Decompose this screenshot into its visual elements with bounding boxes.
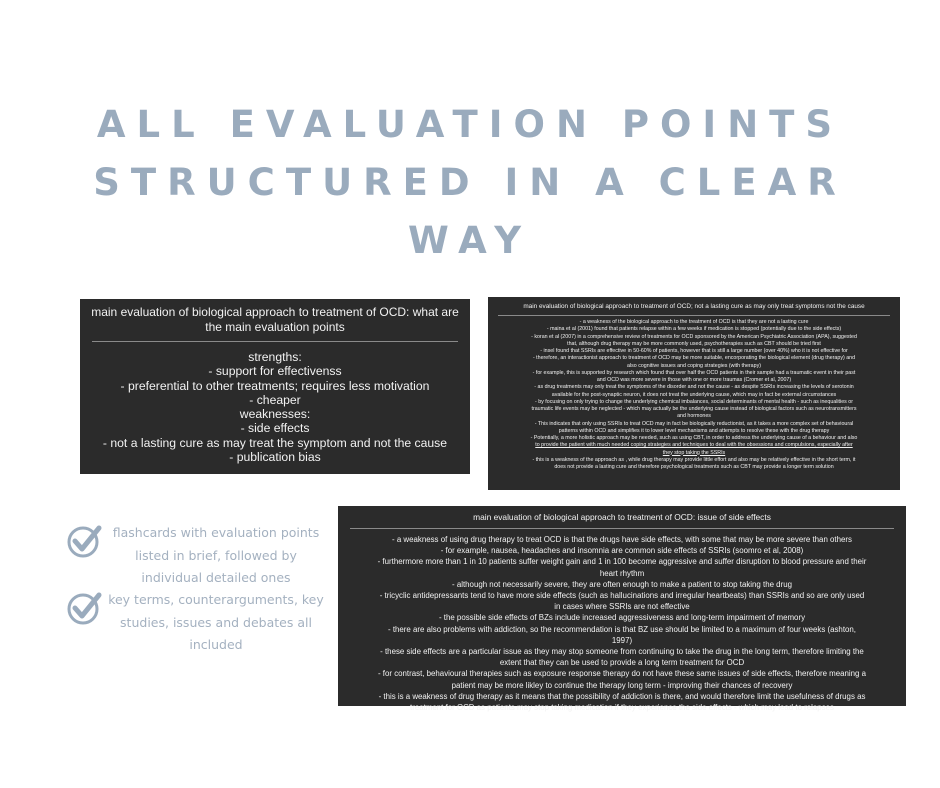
check-icon [66, 589, 104, 627]
flashcard-line: - publication bias [229, 450, 321, 465]
flashcard-line: heart rhythm [599, 568, 645, 578]
headline-line: WAY [407, 219, 533, 262]
flashcard-line: does not provide a lasting cure and therefore psychological treatments such as CBT may provide a longer term solution [554, 464, 834, 470]
flashcard-evaluation-points [80, 299, 470, 474]
flashcard-line: - as drug treatments may only treat the symptoms of the disorder and not the cause - as despite SSRIs increasing the levels of serotonin [534, 384, 854, 391]
flashcard-line: - for contrast, behavioural therapies such as exposure response therapy do not have these same issues of side effects, therefore meaning a [377, 669, 867, 679]
headline [40, 96, 900, 270]
flashcard-line: - the possible side effects of BZs include increased aggressiveness and long-term impairment of memory [438, 613, 806, 623]
feature-text-line: included [189, 637, 243, 652]
flashcard-line: - although not necessarily severe, they are often enough to make a patient to stop taking the drug [452, 579, 792, 589]
flashcard-line: - Potentially, a more holistic approach may be needed, such as using CBT, in order to address the underlying cause of a behaviour and also [530, 435, 858, 441]
flashcard-line: - for example, nausea, headaches and insomnia are common side effects of SSRIs (soomro et al, 2008) [440, 546, 804, 556]
flashcard-line: extent that they can be used to provide a long term treatment for OCD [499, 658, 745, 668]
flashcard-line: - side effects [240, 421, 310, 436]
flashcard-line: and hormones [677, 413, 711, 420]
flashcard-line: also cognitive issues and coping strategies (with therapy) [627, 362, 761, 369]
flashcard-line: - tricyclic antidepressants tend to have more side effects (such as hallucinations and irregular heartbeats) than SSRIs and so are only used [379, 591, 865, 601]
feature-text [104, 522, 328, 590]
flashcard-line: - a weakness of using drug therapy to treat OCD is that the drugs have side effects, with some that may be more severe than others [392, 535, 852, 544]
flashcard-line: patient may be more likley to continue the therapy long term - improving their chances of recovery [451, 680, 793, 690]
flashcard-line: - a weakness of the biological approach to the treatment of OCD is that they are not a lasting cure [579, 319, 809, 325]
headline-line: ALL EVALUATION POINTS [96, 103, 844, 146]
flashcard-line: - not a lasting cure as may treat the symptom and not the cause [102, 435, 448, 450]
flashcard-line: they stop taking the SSRIs [662, 449, 726, 456]
flashcard-line: available for the post-synaptic neuron, it does not treat the underlying cause, which may in fact be external circumstances [551, 391, 837, 398]
flashcard-line: - there are also problems with addiction, so the recommendation is that BZ use should be limited to a maximum of four weeks (ashton, [388, 624, 856, 634]
flashcard-line: in cases where SSRIs are not effective [554, 602, 690, 612]
check-icon [66, 522, 104, 560]
feature-text-line: flashcards with evaluation points [112, 525, 320, 540]
flashcard-line: weaknesses: [239, 407, 311, 422]
flashcard-divider [498, 315, 890, 316]
flashcard-line: - furthermore more than 1 in 10 patients suffer weight gain and 1 in 100 become aggressive and suffer disruption to blood pressure and their [377, 557, 867, 567]
flashcard-line: traumatic life events may be neglected - which may actually be the underlying cause instead of biological factors such as neurotransmitters [531, 406, 857, 412]
feature-text-line: listed in brief, followed by [135, 547, 297, 563]
flashcard-line: - maina et al (2001) found that patients relapse within a few weeks if medication is stopped (potentially due to the side effects) [546, 326, 842, 333]
feature-text-line: studies, issues and debates all [120, 614, 312, 630]
flashcard-line: treatment for OCD as patients may stop taking medication if they experience the side effects - which may lead to relapses [410, 703, 834, 713]
flashcard-title: main evaluation of biological approach to treatment of OCD; not a lasting cure as may only treat symptoms not the cause [523, 303, 865, 310]
flashcard-side-effects [338, 506, 906, 713]
flashcard-line: - insel found that SSRIs are effective in 50-60% of patients, however that is still a large number (over 40%) who it is not effective for [540, 348, 848, 354]
flashcard-line: that, although drug therapy may be more commonly used, psychotherapies such as CBT should be tried first [567, 340, 821, 347]
flashcard-line: - these side effects are a particular issue as they may stop someone from continuing to take the drug in the long term, therefore limiting the [380, 647, 864, 657]
flashcard-line: - preferential to other treatments; requires less motivation [120, 378, 430, 393]
headline-line: STRUCTURED IN A CLEAR [93, 161, 847, 204]
flashcard-line: - therefore, an interactionist approach to treatment of OCD may be more suitable, encorporating the biological element (drug therapy) and [532, 355, 856, 362]
flashcard-line: strengths: [248, 350, 302, 364]
flashcard-line: - this is a weakness of the approach as , while drug therapy may provide little effort and also may be relatively effective in the short term, it [532, 456, 856, 463]
flashcard-line: patterns within OCD and simplifies it to lower level mechanisms and attempts to resolve these with the drug therapy [558, 427, 830, 434]
flashcard-line: - by focusing on only trying to change the underlying chemical imbalances, social determinants of mental health - such as inequalities or [535, 398, 853, 405]
flashcard-line: - This indicates that only using SSRIs to treat OCD may in fact be biologically reductionist, as it takes a more complex set of behavioural [534, 420, 854, 427]
flashcard-line: to provide the patient with much needed coping strategies and techniques to deal with the obsessions and compulsions, especially after [535, 442, 853, 449]
flashcard-title: main evaluation of biological approach to treatment of OCD: what are the main evaluation points [91, 305, 459, 334]
flashcard-line: and OCD was more severe in those with one or more traumas (Cromer et al, 2007) [596, 377, 792, 383]
flashcard-divider [92, 341, 458, 342]
feature-text-line: key terms, counterarguments, key [108, 592, 324, 607]
flashcard-line: 1997) [611, 635, 633, 645]
flashcard-not-lasting-cure [488, 297, 900, 490]
flashcard-line: - support for effectivenss [208, 364, 342, 379]
flashcard-divider [350, 528, 894, 529]
feature-text-line: individual detailed ones [141, 570, 291, 585]
flashcard-line: - this is a weakness of drug therapy as it means that the possibility of addiction is there, and would therefore limit the usefulness of drugs as [378, 691, 866, 701]
flashcard-title: main evaluation of biological approach to treatment of OCD: issue of side effects [473, 512, 771, 522]
flashcard-line: - koran et al (2007) in a comprehensive review of treatments for OCD sponsored by the American Psychiatric Association (APA), suggested [531, 333, 857, 340]
feature-text [104, 589, 328, 657]
flashcard-line: - cheaper [249, 392, 301, 407]
flashcard-line: - for example, this is supported by research which found that over half the OCD patients in their sample had a traumatic event in their past [532, 369, 856, 376]
